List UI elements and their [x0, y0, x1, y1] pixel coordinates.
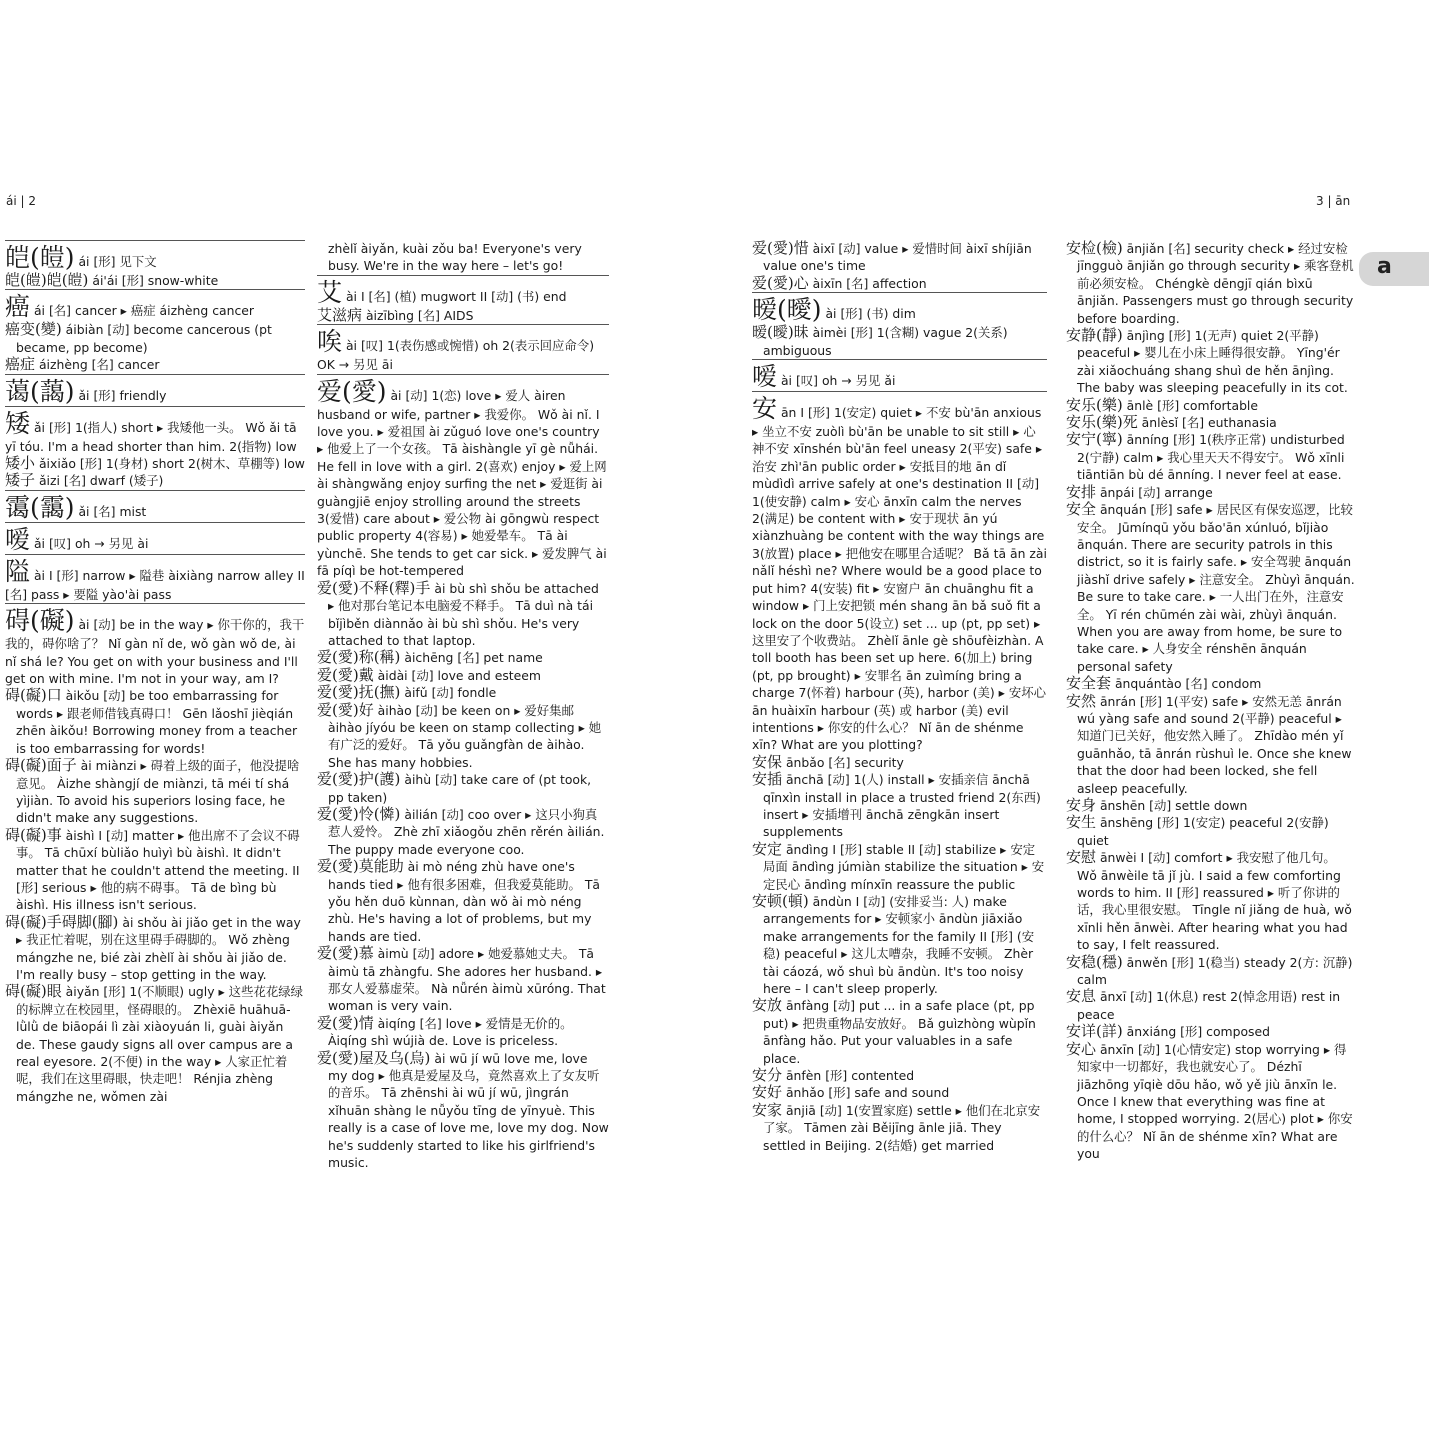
- sub-entry: [1066, 397, 1356, 414]
- headword: 碍(礙): [5, 606, 75, 636]
- definition: ānwěn [形] 1(稳当) steady 2(方: 沉静) calm: [1077, 954, 1353, 988]
- headword-entry: [5, 522, 305, 554]
- headword: 唉: [317, 327, 343, 357]
- definition: áizhèng [名] cancer: [38, 357, 160, 373]
- entry-continuation: [317, 240, 609, 275]
- definition: àiyǎn [形] 1(不顺眼) ugly ▸ 这些花花绿绿的标牌立在校园里，怪碍眼的。 Zhèxiē huāhuā-lǜlǜ de biāopái lì zài xiàoyuán li, guài àiyǎn de. These gaudy signs all over campus are a real eyesore. 2(不便) in the way ▸ 人家正忙着呢，我们在这里碍眼，快走吧！ Rénjia zhèng mángzhe ne, wǒmen zài: [16, 984, 304, 1104]
- definition: ānquántào [名] condom: [1114, 676, 1262, 692]
- headword-entry: [752, 292, 1047, 324]
- definition: ài bù shì shǒu be attached ▸ 他对那台笔记本电脑爱不释手。 Tā duì nà tái bǐjìběn diànnǎo ài bù shì shǒu. He's very attached to that laptop.: [328, 580, 599, 648]
- definition: ānrán [形] 1(平安) safe ▸ 安然无恙 ānrán wú yàng safe and sound 2(平静) peaceful ▸ 知道门已关好，他安然入睡了。 Zhīdào mén yǐ guānhǎo, tā ānrán rùshuì le. Once she knew that the door had been locked, she fell asleep peacefully.: [1077, 693, 1352, 796]
- sub-entry: [1066, 849, 1356, 953]
- sub-entry: [1066, 988, 1356, 1023]
- headword: 安排: [1066, 482, 1097, 501]
- headword-entry: [5, 603, 305, 687]
- definition: àihù [动] take care of (pt took, pp taken): [328, 772, 592, 805]
- headword-entry: [5, 406, 305, 455]
- sub-entry: [1066, 327, 1356, 397]
- headword: 安全套: [1066, 674, 1112, 693]
- headword-entry: [752, 391, 1047, 754]
- headword: 癌: [5, 292, 31, 322]
- definition: àidài [动] love and esteem: [377, 667, 541, 683]
- definition: ǎi [名] mist: [78, 503, 147, 519]
- headword-entry: [5, 490, 305, 522]
- definition: ānshēng [形] 1(安定) peaceful 2(安静) quiet: [1077, 815, 1329, 848]
- headword: 安全: [1066, 500, 1097, 519]
- headword: 安稳(穩): [1066, 952, 1123, 971]
- headword: 安息: [1066, 987, 1097, 1006]
- headword: 安插: [752, 770, 783, 789]
- definition: ānxī [动] 1(休息) rest 2(悼念用语) rest in peace: [1077, 989, 1341, 1022]
- headword: 皑(皚)皑(皚): [5, 271, 89, 289]
- headword: 碍(礙)事: [5, 825, 62, 844]
- headword: 嗳: [5, 524, 31, 554]
- definition: ān I [形] 1(安定) quiet ▸ 不安 bù'ān anxious ▸ 坐立不安 zuòlì bù'ān be unable to sit still ▸ 心神不安 xīnshén bù'ān feel uneasy 2(平安) safe ▸ 治安 zhì'ān public order ▸ 安抵目的地 ān dǐ mùdìdì arrive safely at one's destination II [动] 1(使安静) calm ▸ 安心 ānxīn calm the nerves 2(满足) be content with ▸ 安于现状 ān yú xiànzhuàng be content with the way things are 3(放置) place ▸ 把他安在哪里合适呢？ Bǎ tā ān zài nǎlǐ héshì ne? Where would be a good place to put him? 4(安装) fit ▸ 安窗户 ān chuānghu fit a window ▸ 门上安把锁 mén shang ān bǎ suǒ fit a lock on the door 5(设立) set ... up (pt, pp set) ▸ 这里安了个收费站。 Zhèlǐ ānle gè shōufèizhàn. A toll booth has been set up here. 6(加上) bring (pt, pp brought) ▸ 安罪名 ān zuìmíng bring a charge 7(怀着) harbour (英), harbor (美) ▸ 安坏心 ān huàixīn harbour (英) 或 harbor (美) evil intentions ▸ 你安的什么心？ Nǐ ān de shénme xīn? What are you plotting?: [752, 405, 1047, 753]
- definition: ài miànzi ▸ 碍着上级的面子，他没提啥意见。 Àizhe shàngjí de miànzi, tā méi tí shá yìjiàn. To avoid his superiors losing face, he didn't make any suggestions.: [16, 758, 300, 826]
- sub-entry: [752, 324, 1047, 359]
- definition: àimù [动] adore ▸ 她爱慕她丈夫。 Tā àimù tā zhàngfu. She adores her husband. ▸ 那女人爱慕虚荣。 Nà nǚrén àimù xūróng. That woman is very vain.: [328, 946, 606, 1014]
- headword: 爱(愛)戴: [317, 665, 374, 684]
- definition: ài [动] be in the way ▸ 你干你的，我干我的，碍你啥了？ Nǐ gàn nǐ de, wǒ gàn wǒ de, ài nǐ shá le? You get on with your business and I'll get on with mine. I'm not in your way, am I?: [5, 617, 305, 687]
- definition: ài [动] 1(恋) love ▸ 爱人 àiren husband or wife, partner ▸ 我爱你。 Wǒ ài nǐ. I love you. ▸ 爱祖国 ài zǔguó love one's country ▸ 他爱上了一个女孩。 Tā àishàngle yī gè nǚhái. He fell in love with a girl. 2(喜欢) enjoy ▸ 爱上网 ài shàngwǎng enjoy surfing the net ▸ 爱逛街 ài guàngjiē enjoy strolling around the streets 3(爱惜) care about ▸ 爱公物 ài gōngwù respect public property 4(容易) ▸ 她爱晕车。 Tā ài yùnchē. She tends to get car sick. ▸ 爱发脾气 ài fā píqì be hot-tempered: [317, 387, 607, 579]
- running-header-right: 3 | ān: [1316, 194, 1351, 208]
- definition: ānhǎo [形] safe and sound: [785, 1085, 950, 1101]
- sub-entry: [1066, 1023, 1356, 1040]
- headword: 矮小: [5, 454, 36, 473]
- headword: 碍(礙)眼: [5, 982, 62, 1001]
- sub-entry: [5, 983, 305, 1105]
- sub-entry: [1066, 484, 1356, 501]
- sub-entry: [1066, 414, 1356, 431]
- definition: ǎi [形] friendly: [78, 387, 167, 403]
- sub-entry: [317, 580, 609, 650]
- sub-entry: [752, 1102, 1047, 1154]
- definition: ānchā [动] 1(人) install ▸ 安插亲信 ānchā qīnxìn install in place a trusted friend 2(东西) insert ▸ 安插增刊 ānchā zēngkān insert supplements: [763, 772, 1041, 840]
- definition: àikǒu [动] be too embarrassing for words ▸ 跟老师借钱真碍口！ Gēn lǎoshī jièqián zhēn àikǒu! Borrowing money from a teacher is too embarrassing for words!: [16, 688, 298, 756]
- sub-entry: [5, 827, 305, 914]
- definition: ānwèi I [动] comfort ▸ 我安慰了他几句。 Wǒ ānwèile tā jǐ jù. I said a few comforting words to him. II [形] reassured ▸ 听了你讲的话，我心里很安慰。 Tīngle nǐ jiǎng de huà, wǒ xīnli hěn ānwèi. After hearing what you had to say, I felt reassured.: [1077, 850, 1352, 953]
- definition: àixī [动] value ▸ 爱惜时间 àixī shíjiān value one's time: [763, 241, 1032, 274]
- sub-entry: [317, 806, 609, 858]
- definition: zhèlǐ àiyǎn, kuài zǒu ba! Everyone's very busy. We're in the way here – let's go!: [328, 241, 582, 274]
- definition: ānpái [动] arrange: [1099, 484, 1213, 500]
- column-4: [1066, 240, 1356, 1230]
- headword: 安分: [752, 1066, 783, 1085]
- headword: 安检(檢): [1066, 240, 1123, 257]
- headword: 安心: [1066, 1039, 1097, 1058]
- headword-entry: [317, 374, 609, 580]
- column-2: [317, 240, 609, 1230]
- definition: ài mò néng zhù have one's hands tied ▸ 他有很多困难，但我爱莫能助。 Tā yǒu hěn duō kùnnan, dàn wǒ ài mò néng zhù. He's having a lot of problems, but my hands are tied.: [328, 859, 601, 944]
- sub-entry: [1066, 431, 1356, 483]
- sub-entry: [1066, 1041, 1356, 1163]
- definition: ài [叹] 1(表伤感或惋惜) oh 2(表示回应命令) OK → 另见 āi: [317, 338, 595, 373]
- sub-entry: [317, 771, 609, 806]
- sub-entry: [317, 858, 609, 945]
- headword: 暧(曖)昧: [752, 323, 809, 342]
- headword-entry: [317, 275, 609, 307]
- headword: 安: [752, 394, 778, 424]
- definition: ānshēn [动] settle down: [1099, 798, 1248, 813]
- sub-entry: [1066, 797, 1356, 814]
- headword: 安家: [752, 1100, 783, 1119]
- sub-entry: [317, 945, 609, 1015]
- headword: 安静(靜): [1066, 326, 1123, 345]
- headword: 暧(曖): [752, 295, 822, 325]
- headword: 艾: [317, 277, 343, 307]
- definition: ānníng [形] 1(秩序正常) undisturbed 2(宁静) calm ▸ 我心里天天不得安宁。 Wǒ xīnli tiāntiān bù dé ānníng. I never feel at ease.: [1077, 432, 1345, 483]
- headword: 爱(愛)心: [752, 273, 809, 292]
- headword: 爱(愛)不释(釋)手: [317, 578, 431, 597]
- headword: 碍(礙)手碍脚(腳): [5, 912, 119, 931]
- sub-entry: [5, 356, 305, 373]
- sub-entry: [5, 272, 305, 289]
- sub-entry: [1066, 675, 1356, 692]
- headword: 安定: [752, 839, 783, 858]
- definition: ài wū jí wū love me, love my dog ▸ 他真是爱屋及乌，竟然喜欢上了女友听的音乐。 Tā zhēnshi ài wū jí wū, jìngrán xǐhuān shàng le nǚyǒu tīng de yīnyuè. This really is a case of love me, love my dog. Now he's suddenly started to like his girlfriend's music.: [328, 1050, 609, 1171]
- headword: 安好: [752, 1083, 783, 1102]
- sub-entry: [1066, 501, 1356, 675]
- headword: 爱(愛)怜(憐): [317, 804, 401, 823]
- headword: 爱(愛)好: [317, 700, 374, 719]
- headword: 安宁(寧): [1066, 430, 1123, 449]
- definition: àilián [动] coo over ▸ 这只小狗真惹人爱怜。 Zhè zhī xiǎogǒu zhēn rěrén àilián. The puppy made everyone coo.: [328, 806, 605, 857]
- headword: 安乐(樂): [1066, 395, 1123, 414]
- headword: 安生: [1066, 813, 1097, 832]
- definition: ái [名] cancer ▸ 癌症 áizhèng cancer: [33, 303, 255, 319]
- headword: 碍(礙)口: [5, 686, 62, 705]
- definition: āndùn I [动] (安排妥当: 人) make arrangements for ▸ 安顿家小 āndùn jiāxiǎo make arrangements for the family II [形] (安稳) peaceful ▸ 这儿太嘈杂，我睡不安顿。 Zhèr tài cáozá, wǒ shuì bù āndùn. It's too noisy here – I can't sleep properly.: [763, 894, 1035, 997]
- sub-entry: [752, 841, 1047, 893]
- definition: ānjiǎn [名] security check ▸ 经过安检 jīngguò ānjiǎn go through security ▸ 乘客登机前必须安检。 Chéngkè dēngjī qián bìxū ānjiǎn. Passengers must go through security before boarding.: [1077, 241, 1354, 326]
- sub-entry: [5, 455, 305, 472]
- headword: 安乐(樂)死: [1066, 413, 1138, 432]
- definition: ānxīn [动] 1(心情安定) stop worrying ▸ 得知家中一切都好，我也就安心了。 Dézhī jiāzhōng yīqiè dōu hǎo, wǒ yě jiù ānxīn le. Once I knew that everything was fine at home, I stopped worrying. 2(居心) plot ▸ 你安的什么心？ Nǐ ān de shénme xīn? What are you: [1077, 1041, 1353, 1162]
- definition: ǎixiǎo [形] 1(身材) short 2(树木、草棚等) low: [38, 456, 305, 472]
- definition: ài shǒu ài jiǎo get in the way ▸ 我正忙着呢，别在这里碍手碍脚的。 Wǒ zhèng mángzhe ne, bié zài zhèlǐ ài shǒu ài jiǎo de. I'm really busy – stop getting in the way.: [16, 914, 301, 982]
- headword: 霭(靄): [5, 492, 75, 522]
- headword: 蔼(藹): [5, 376, 75, 406]
- sub-entry: [317, 307, 609, 324]
- definition: àifǔ [动] fondle: [404, 685, 497, 701]
- headword: 矮: [5, 408, 31, 438]
- headword: 爱(愛)称(稱): [317, 648, 401, 667]
- definition: ǎi [形] 1(指人) short ▸ 我矮他一头。 Wǒ ǎi tā yī tóu. I'm a head shorter than him. 2(指物) low: [5, 419, 297, 454]
- headword: 爱(愛)慕: [317, 944, 374, 963]
- sub-entry: [5, 914, 305, 984]
- definition: āndìng I [形] stable II [动] stabilize ▸ 安定局面 āndìng júmiàn stabilize the situation ▸ 安定民心 āndìng mínxīn reassure the public: [763, 841, 1045, 892]
- definition: ài I [名] (植) mugwort II [动] (书) end: [345, 288, 567, 304]
- sub-entry: [317, 684, 609, 701]
- definition: ái'ái [形] snow-white: [92, 273, 219, 288]
- headword: 安慰: [1066, 848, 1097, 867]
- sub-entry: [1066, 693, 1356, 797]
- headword: 安顿(頓): [752, 892, 809, 910]
- column-1: [5, 240, 305, 1230]
- headword: 嗳: [752, 362, 778, 392]
- sub-entry: [317, 649, 609, 666]
- sub-entry: [5, 321, 305, 356]
- definition: ài [形] (书) dim: [825, 306, 916, 322]
- definition: ānbǎo [名] security: [785, 754, 904, 770]
- headword-entry: [5, 289, 305, 321]
- headword: 爱(愛)情: [317, 1013, 374, 1032]
- sub-entry: [752, 275, 1047, 292]
- headword-entry: [752, 359, 1047, 391]
- headword-entry: [5, 240, 305, 272]
- definition: ānfèn [形] contented: [785, 1068, 915, 1084]
- definition: ái [形] 见下文: [78, 254, 157, 269]
- headword: 爱(愛)屋及乌(烏): [317, 1048, 431, 1067]
- definition: àixīn [名] affection: [812, 275, 927, 291]
- headword: 安详(詳): [1066, 1022, 1123, 1041]
- definition: àihào [动] be keen on ▸ 爱好集邮 àihào jíyóu be keen on stamp collecting ▸ 她有广泛的爱好。 Tā yǒu guǎngfàn de àihào. She has many hobbies.: [328, 702, 602, 770]
- sub-entry: [752, 754, 1047, 771]
- headword: 隘: [5, 556, 31, 586]
- definition: ānlè [形] comfortable: [1126, 397, 1259, 413]
- definition: ài [叹] oh → 另见 ǎi: [780, 373, 896, 389]
- sub-entry: [5, 687, 305, 757]
- sub-entry: [1066, 814, 1356, 849]
- definition: ānjìng [形] 1(无声) quiet 2(平静) peaceful ▸ 婴儿在小床上睡得很安静。 Yīng'ér zài xiǎochuáng shang shuì de hěn ānjìng. The baby was sleeping peacefully in its cot.: [1077, 328, 1348, 396]
- headword: 癌症: [5, 355, 36, 374]
- definition: áibiàn [动] become cancerous (pt became, pp become): [16, 322, 272, 355]
- sub-entry: [5, 472, 305, 489]
- letter-tab[interactable]: [1359, 252, 1429, 286]
- headword-entry: [317, 324, 609, 373]
- definition: àichēng [名] pet name: [404, 650, 543, 666]
- sub-entry: [5, 757, 305, 827]
- sub-entry: [317, 667, 609, 684]
- sub-entry: [1066, 954, 1356, 989]
- headword: 癌变(變): [5, 320, 62, 339]
- headword: 爱(愛)惜: [752, 240, 809, 257]
- definition: àizībìng [名] AIDS: [365, 307, 474, 323]
- headword: 矮子: [5, 471, 36, 490]
- sub-entry: [752, 240, 1047, 275]
- definition: àiqíng [名] love ▸ 爱情是无价的。 Àiqíng shì wújià de. Love is priceless.: [328, 1015, 573, 1049]
- definition: ānxiáng [形] composed: [1126, 1024, 1270, 1040]
- definition: ānquán [形] safe ▸ 居民区有保安巡逻，比较安全。 Jūmínqū yǒu bǎo'ān xúnluó, bǐjiào ānquán. There are security patrols in this district, so it is fairly safe. ▸ 安全驾驶 ānquán jiàshǐ drive safely ▸ 注意安全。 Zhùyì ānquán. Be sure to take care. ▸ 一人出门在外，注意安全。 Yī rén chūmén zài wài, zhùyì ānquán. When you are away from home, be sure to take care. ▸ 人身安全 rénshēn ānquán personal safety: [1077, 502, 1355, 674]
- definition: ānjiā [动] 1(安置家庭) settle ▸ 他们在北京安了家。 Tāmen zài Běijīng ānle jiā. They settled in Beijing. 2(结婚) get married: [763, 1102, 1041, 1153]
- sub-entry: [752, 1067, 1047, 1084]
- headword: 爱(愛)护(護): [317, 770, 401, 789]
- letter-tab-label: a: [1377, 254, 1392, 279]
- sub-entry: [317, 1015, 609, 1050]
- headword: 艾滋病: [317, 305, 363, 324]
- definition: ài I [形] narrow ▸ 隘巷 àixiàng narrow alley II [名] pass ▸ 要隘 yào'ài pass: [5, 567, 305, 602]
- headword: 碍(礙)面子: [5, 756, 77, 775]
- definition: àishì I [动] matter ▸ 他出席不了会议不碍事。 Tā chūxí bùliǎo huìyì bù àishì. It didn't matter that he couldn't attend the meeting. II [形] serious ▸ 他的病不碍事。 Tā de bìng bù àishì. His illness isn't serious.: [16, 827, 300, 913]
- headword: 安然: [1066, 691, 1097, 710]
- sub-entry: [317, 702, 609, 772]
- headword: 安身: [1066, 796, 1097, 814]
- headword: 皑(皚): [5, 243, 75, 272]
- headword: 爱(愛): [317, 376, 387, 406]
- definition: ǎi [叹] oh → 另见 ài: [33, 535, 149, 551]
- sub-entry: [752, 771, 1047, 841]
- sub-entry: [1066, 240, 1356, 327]
- sub-entry: [317, 1050, 609, 1172]
- column-3: [752, 240, 1047, 1230]
- sub-entry: [752, 1084, 1047, 1101]
- sub-entry: [752, 893, 1047, 997]
- headword-entry: [5, 374, 305, 406]
- definition: ānfàng [动] put ... in a safe place (pt, pp put) ▸ 把贵重物品安放好。 Bǎ guìzhòng wùpǐn ānfàng hǎo. Put your valuables in a safe place.: [763, 998, 1036, 1066]
- headword: 爱(愛)抚(撫): [317, 683, 401, 702]
- sub-entry: [752, 997, 1047, 1067]
- definition: ānlèsǐ [名] euthanasia: [1141, 415, 1277, 431]
- headword-entry: [5, 554, 305, 603]
- headword: 安保: [752, 752, 783, 771]
- headword: 安放: [752, 996, 783, 1015]
- running-header-left: ái | 2: [6, 194, 36, 208]
- definition: àimèi [形] 1(含糊) vague 2(关系) ambiguous: [763, 325, 1008, 358]
- definition: ǎizi [名] dwarf (矮子): [38, 473, 164, 489]
- headword: 爱(愛)莫能助: [317, 857, 404, 876]
